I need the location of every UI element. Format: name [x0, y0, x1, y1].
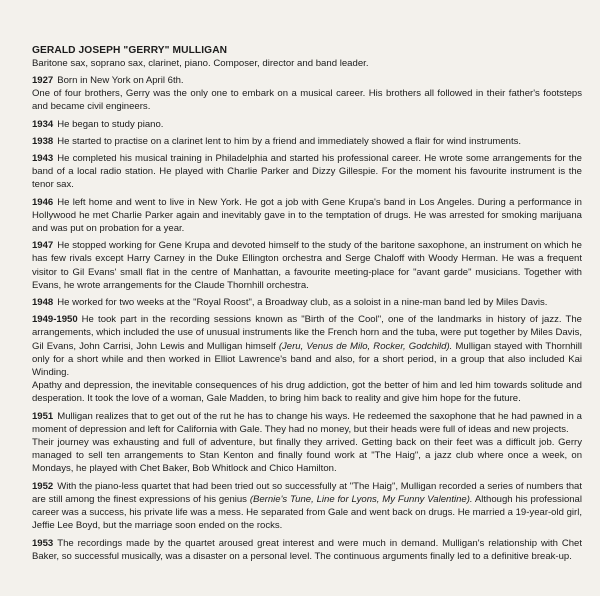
- entry-text: Born in New York on April 6th.: [57, 75, 184, 86]
- entry-text: He worked for two weeks at the "Royal Roost", a Broadway club, as a soloist in a nine-man band led by Miles Davis.: [57, 297, 548, 309]
- entry-year: 1943: [32, 153, 54, 165]
- entry-text: Although his professional career was a success, his private life was a mess. He separated from Gale and went back on drugs. He married a 19-year-old girl, Jeffie Lee Boyd, but the marriage soon ended on the rocks.: [32, 493, 582, 532]
- entry-1927: [32, 74, 582, 114]
- entry-year: 1946: [32, 196, 54, 208]
- entry-text: Mulligan stayed with Thornhill only for a short while and then worked in Elliot Lawrence's band and also, for a short period, in a group that also included Kai Winding.: [32, 340, 582, 379]
- entry-year: 1951: [32, 410, 54, 422]
- entry-text: He began to study piano.: [57, 118, 164, 130]
- biography-subtitle: Baritone sax, soprano sax, clarinet, piano. Composer, director and band leader.: [32, 58, 369, 69]
- entry-year: 1953: [32, 537, 54, 549]
- entry-text: He left home and went to live in New York. He got a job with Gene Krupa's band in Los Angeles. During a performance in Hollywood he met Charlie Parker again and inevitably gave in to the temptation of drugs. He was arrested for smoking marijuana and was put on probation for a year.: [32, 196, 582, 235]
- entry-1951: [32, 410, 582, 476]
- entry-1949-1950: [32, 313, 582, 405]
- entry-text: Apathy and depression, the inevitable consequences of his drug addiction, got the better of him and led him towards solitude and desperation. It took the love of a woman, Gale Madden, to bring him back to reality and give him hope for the future.: [32, 380, 582, 405]
- entry-text: The recordings made by the quartet aroused great interest and were much in demand. Mulligan's relationship with Chet Baker, so successful musically, was a disaster on a personal level. The continuous arguments finally led to a definitive break-up.: [32, 537, 582, 562]
- song-titles: (Bernie's Tune, Line for Lyons, My Funny Valentine).: [249, 493, 473, 505]
- entry-year: 1948: [32, 297, 54, 309]
- entry-1943: [32, 152, 582, 192]
- entry-text: Their journey was exhausting and full of adventure, but finally they arrived. Getting back on their feet was a difficult job. Gerry managed to sell ten arrangements to Stan Kenton and finally found work at "The Haig", a jazz club where once a week, on Mondays, he played with Chet Baker, Bob Whitlock and Chico Hamilton.: [32, 437, 582, 475]
- entry-text: He started to practise on a clarinet lent to him by a friend and immediately showed a flair for wind instruments.: [57, 135, 522, 147]
- entry-year: 1952: [32, 480, 54, 492]
- entry-text: Mulligan realizes that to get out of the rut he has to change his ways. He redeemed the saxophone that he had pawned in a moment of depression and left for California with Gale. They had no money, but their heads were full of ideas and new projects.: [32, 410, 582, 435]
- biography-title: GERALD JOSEPH "GERRY" MULLIGAN: [32, 45, 228, 56]
- entry-text: One of four brothers, Gerry was the only one to embark on a musical career. His brothers all followed in their father's footsteps and became civil engineers.: [32, 88, 582, 113]
- entry-text: He completed his musical training in Philadelphia and started his professional career. He wrote some arrangements for the band of a local radio station. He played with Charlie Parker and Dizzy Gillespie. For the moment his favourite instrument is the tenor sax.: [32, 153, 582, 191]
- entry-1947: [32, 239, 582, 292]
- entry-year: 1947: [32, 240, 54, 252]
- entry-1946: [32, 196, 582, 236]
- entry-1938: [32, 135, 582, 148]
- entry-text: He took part in the recording sessions known as "Birth of the Cool", one of the landmarks in history of jazz. The arrangements, which included the use of unusual instruments like the French horn and the tuba, were put together by Miles Davis, Gil Evans, John Carrisi, John Lewis and Mulligan himself: [32, 314, 582, 352]
- entry-1952: [32, 480, 582, 533]
- entry-year: 1927: [32, 75, 54, 86]
- song-titles: (Jeru, Venus de Milo, Rocker, Godchild).: [278, 340, 453, 352]
- entry-1934: [32, 118, 582, 131]
- entry-year: 1934: [32, 118, 54, 130]
- entry-year: 1938: [32, 135, 54, 147]
- entry-text: With the piano-less quartet that had been tried out so successfully at "The Haig", Mulligan recorded a series of numbers that are still among the finest expressions of his genius: [32, 480, 582, 505]
- entry-text: He stopped working for Gene Krupa and devoted himself to the study of the baritone saxophone, an instrument on which he has few rivals except Harry Carney in the Duke Ellington orchestra and Serge Chaloff with Woody Herman. He was a frequent visitor to Gil Evans' small flat in the centre of Manhattan, a favourite meeting-place for "avant garde" musicians. Together with Evans, he wrote arrangements for the Claude Thornhill orchestra.: [32, 240, 582, 291]
- entry-1953: [32, 537, 582, 563]
- entry-1948: [32, 296, 582, 309]
- entry-year: 1949-1950: [32, 314, 78, 326]
